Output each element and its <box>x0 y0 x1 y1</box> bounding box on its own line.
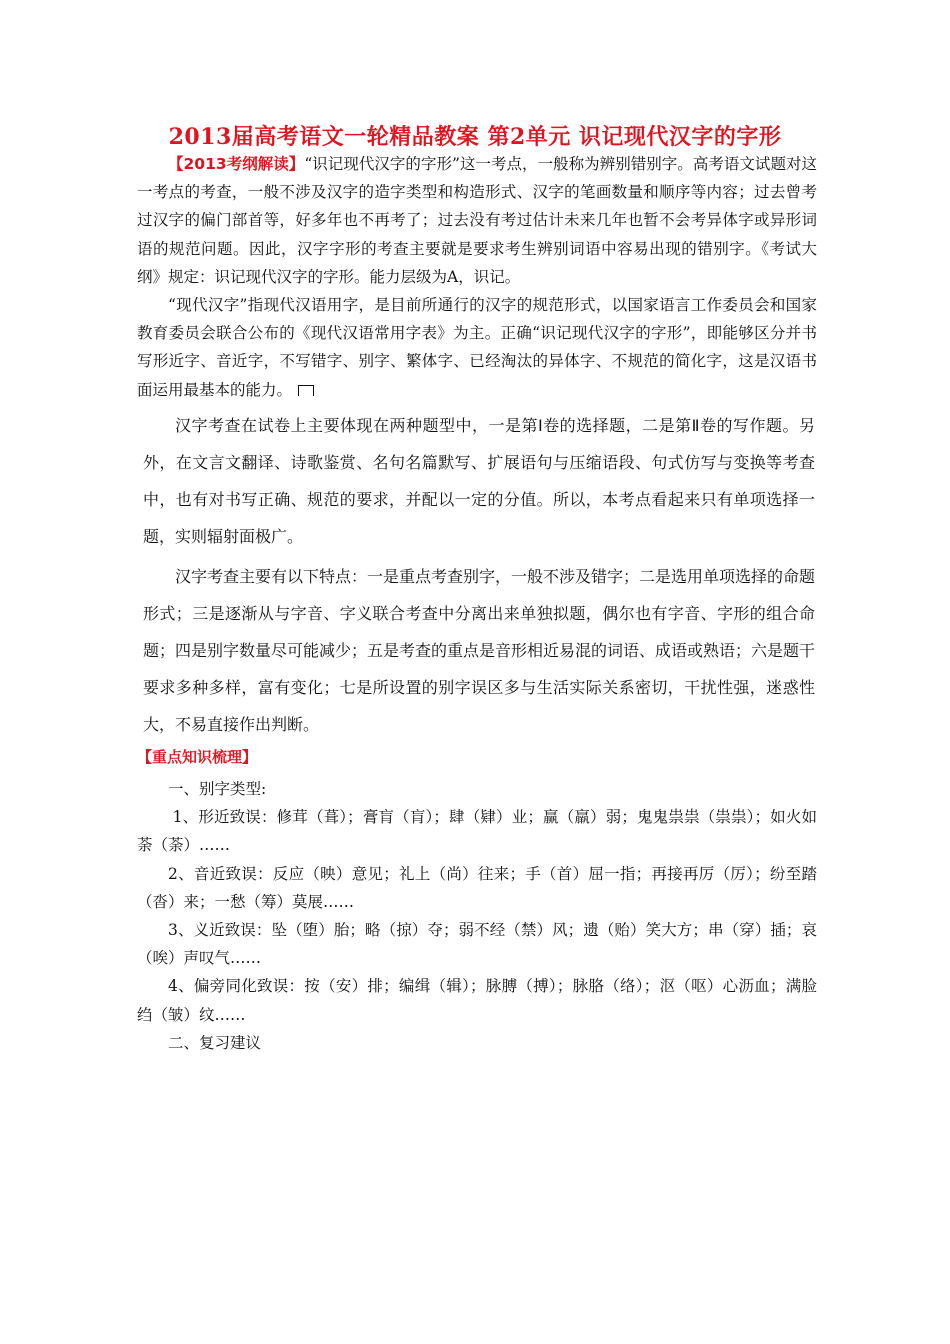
key-knowledge-heading: 【重点知识梳理】 <box>137 748 258 766</box>
subheading-error-types: 一、别字类型: <box>168 780 267 798</box>
exam-features-paragraph: 汉字考查主要有以下特点：一是重点考查别字，一般不涉及错字；二是选用单项选择的命题形式；三是逐渐从与字音、字义联合考查中分离出来单独拟题，偶尔也有字音、字形的组合命题；四是别字数量尽可能减少；五是考查的重点是音形相近易混的词语、成语或熟语；六是题干要求多种多样，富有变化；七是所设置的别字误区多与生活实际关系密切，干扰性强，迷惑性大，不易直接作出判断。 <box>143 567 816 734</box>
knowledge-list <box>137 775 817 1057</box>
list-item: 4、偏旁同化致误：按（安）排；编缉（辑）；脉膊（搏）；脉胳（络）；沤（呕）心沥血；满脸绉（皱）纹…… <box>137 977 817 1024</box>
intro-paragraph <box>137 150 817 291</box>
list-item: 3、义近致误：坠（堕）胎；略（掠）夺；弱不经（禁）风；遗（贻）笑大方；串（穿）插；哀（唉）声叹气…… <box>137 921 817 968</box>
list-item: 1、形近致误：修茸（葺）；膏肓（肓）；肆（肄）业；赢（羸）弱；鬼鬼祟祟（祟祟）；如火如荼（荼）…… <box>137 808 817 855</box>
document-title: 2013届高考语文一轮精品教案 第2单元 识记现代汉字的字形 <box>168 124 782 150</box>
exam-format-paragraph: 汉字考查在试卷上主要体现在两种题型中，一是第Ⅰ卷的选择题，二是第Ⅱ卷的写作题。另外，在文言文翻译、诗歌鉴赏、名句名篇默写、扩展语句与压缩语段、句式仿写与变换等考查中，也有对书写正确、规范的要求，并配以一定的分值。所以，本考点看起来只有单项选择一题，实则辐射面极广。 <box>143 416 815 546</box>
intro-text: “识记现代汉字的字形”这一考点，一般称为辨别错别字。高考语文试题对这一考点的考查，一般不涉及汉字的造字类型和构造形式、汉字的笔画数量和顺序等内容；过去曾考过汉字的偏门部首等，好多年也不再考了；过去没有考过估计未来几年也暂不会考异体字或异形词语的规范问题。因此，汉字字形的考查主要就是要求考生辨别词语中容易出现的错别字。《考试大纲》规定：识记现代汉字的字形。能力层级为A，识记。 <box>137 155 818 286</box>
subheading-review-advice: 二、复习建议 <box>168 1033 262 1052</box>
text-cursor-mark <box>298 385 314 396</box>
syllabus-tag: 【2013考纲解读】 <box>168 155 305 173</box>
modern-chinese-text: “现代汉字”指现代汉语用字，是目前所通行的汉字的规范形式，以国家语言工作委员会和国家教育委员会联合公布的《现代汉语常用字表》为主。正确“识记现代汉字的字形”，即能够区分并书写形近字、音近字，不写错字、别字、繁体字、已经淘汰的异体字、不规范的简化字，这是汉语书面运用最基本的能力。 <box>137 296 817 399</box>
list-item: 2、音近致误：反应（映）意见；礼上（尚）往来；手（首）屈一指；再接再厉（厉）；纷至踏（沓）来；一愁（筹）莫展…… <box>137 864 817 911</box>
modern-chinese-paragraph <box>137 291 817 404</box>
